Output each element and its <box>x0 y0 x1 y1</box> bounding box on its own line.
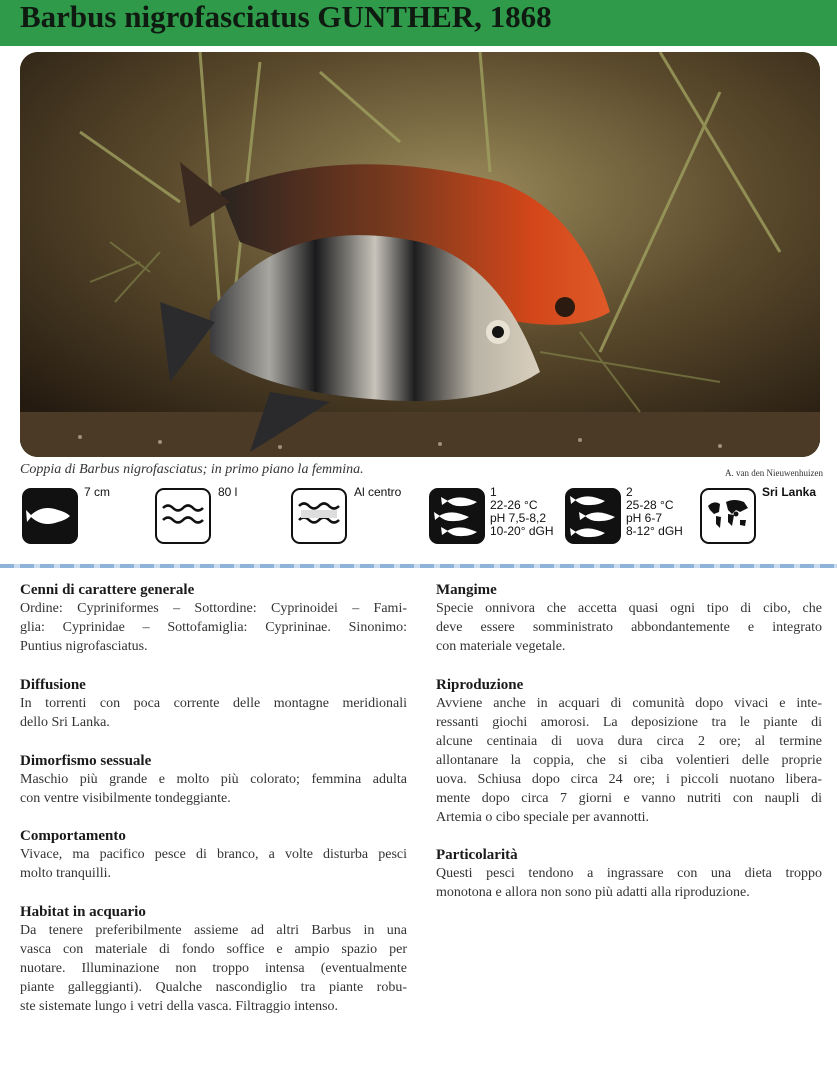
page-title: Barbus nigrofasciatus GUNTHER, 1868 <box>20 0 552 34</box>
text-line: Specie onnivora che accetta quasi ogni tipo di cibo, che <box>436 601 822 616</box>
section-title: Diffusione <box>20 677 86 693</box>
group-2-info <box>626 486 683 538</box>
world-map-icon <box>700 488 756 544</box>
text-line: allontanare la coppia, che si ciba volentieri delle proprie <box>436 753 822 768</box>
text-line: molto tranquilli. <box>20 866 111 881</box>
section-body <box>436 694 822 827</box>
text-line: nuotare. Illuminazione non troppo intensa (eventualmente <box>20 961 407 976</box>
text-line: monotona e allora non sono più adatti alla riproduzione. <box>436 885 750 900</box>
section-body <box>436 599 822 656</box>
text-line: uova. Schiusa dopo circa 24 ore; i piccoli nuotano libera- <box>436 772 822 787</box>
section-dimorfismo <box>20 753 407 808</box>
group-2-temperature: 25-28 °C <box>626 498 674 512</box>
section-body <box>20 770 407 808</box>
section-body <box>20 845 407 883</box>
group-2-ph: pH 6-7 <box>626 511 663 525</box>
section-title: Riproduzione <box>436 677 524 693</box>
text-line: con ventre visibilmente tondeggiante. <box>20 791 231 806</box>
text-line: Questi pesci tendono a ingrassare con una dieta troppo <box>436 866 822 881</box>
text-line: mente dopo circa 7 giorni e vanno nutriti con naupli di <box>436 791 822 806</box>
section-diffusione <box>20 677 407 732</box>
text-line: In torrenti con poca corrente delle montagne meridionali <box>20 696 407 711</box>
section-particolarita <box>436 847 822 902</box>
text-line: Avviene anche in acquari di comunità dopo vivaci e inte- <box>436 696 822 711</box>
section-body <box>20 921 407 1016</box>
section-habitat <box>20 904 407 1016</box>
section-title: Cenni di carattere generale <box>20 582 195 598</box>
photo-credit: A. van den Nieuwenhuizen <box>725 468 823 478</box>
text-line: piante galleggianti). Qualche nascondiglio tra piante robu- <box>20 980 407 995</box>
fish-size-icon <box>22 488 78 544</box>
group-1-info <box>490 486 554 538</box>
text-line: alcune centinaia di uova dura circa 2 ore; al termine <box>436 734 822 749</box>
swim-zone-label: Al centro <box>354 485 402 499</box>
section-title: Habitat in acquario <box>20 904 146 920</box>
tank-volume-icon <box>155 488 211 544</box>
section-cenni <box>20 582 407 656</box>
section-body <box>20 599 407 656</box>
text-line: con materiale vegetale. <box>436 639 566 654</box>
section-divider <box>0 564 837 568</box>
text-line: dello Sri Lanka. <box>20 715 110 730</box>
section-mangime <box>436 582 822 656</box>
group-1-ph: pH 7,5-8,2 <box>490 511 547 525</box>
text-line: Maschio più grande e molto più colorato; femmina adulta <box>20 772 407 787</box>
origin-label: Sri Lanka <box>762 485 817 499</box>
section-title: Comportamento <box>20 828 126 844</box>
section-comportamento <box>20 828 407 883</box>
swim-zone-icon <box>291 488 347 544</box>
group-2-hardness: 8-12° dGH <box>626 524 683 538</box>
group-1-number: 1 <box>490 485 497 499</box>
text-line: glia: Cyprinidae – Sottofamiglia: Cyprininae. Sinonimo: <box>20 620 407 635</box>
text-line: Puntius nigrofasciatus. <box>20 639 148 654</box>
volume-label: 80 l <box>218 485 238 499</box>
section-riproduzione <box>436 677 822 827</box>
text-line: ressanti giochi amorosi. La deposizione tra le piante di <box>436 715 822 730</box>
text-line: Ordine: Cypriniformes – Sottordine: Cyprinoidei – Fami- <box>20 601 407 616</box>
section-title: Mangime <box>436 582 497 598</box>
group-2-number: 2 <box>626 485 633 499</box>
text-line: deve essere somministrato abbondantemente e integrato <box>436 620 822 635</box>
group-1-temperature: 22-26 °C <box>490 498 538 512</box>
section-title: Dimorfismo sessuale <box>20 753 152 769</box>
text-line: Vivace, ma pacifico pesce di branco, a volte disturba pesci <box>20 847 407 862</box>
size-label: 7 cm <box>84 485 111 499</box>
section-body <box>436 864 822 902</box>
fish-photo <box>20 52 820 457</box>
section-body <box>20 694 407 732</box>
fish-group-2-icon <box>565 488 621 544</box>
text-line: vasca con materiale di fondo soffice e ampio spazio per <box>20 942 407 957</box>
group-1-hardness: 10-20° dGH <box>490 524 554 538</box>
photo-caption: Coppia di Barbus nigrofasciatus; in primo piano la femmina. <box>20 462 364 477</box>
text-line: Da tenere preferibilmente assieme ad altri Barbus in una <box>20 923 407 938</box>
text-line: ste sistemate lungo i vetri della vasca. Filtraggio intenso. <box>20 999 339 1014</box>
section-title: Particolarità <box>436 847 518 863</box>
title-banner <box>0 0 837 46</box>
fish-group-1-icon <box>429 488 485 544</box>
text-line: Artemia o cibo speciale per avannotti. <box>436 810 650 825</box>
